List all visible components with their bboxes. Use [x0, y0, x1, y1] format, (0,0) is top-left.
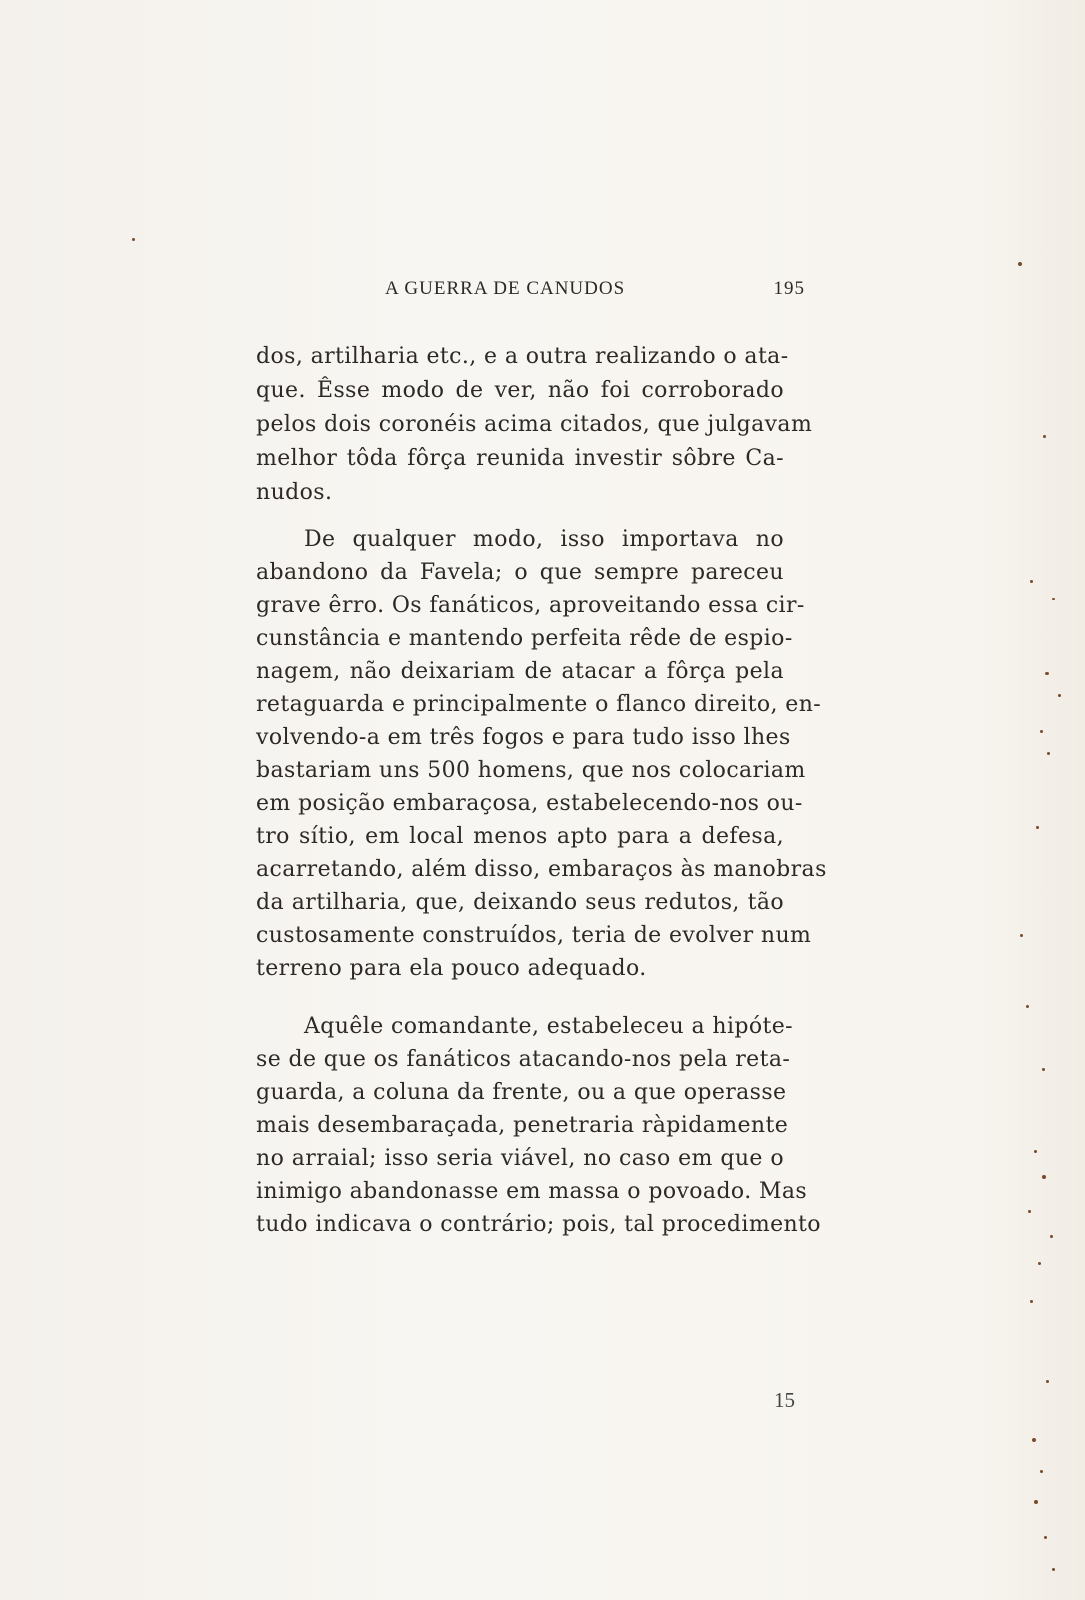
text-line: em posição embaraçosa, estabelecendo-nos ou-: [256, 791, 803, 816]
text-line: cunstância e mantendo perfeita rêde de espio-: [256, 626, 793, 651]
text-line: tudo indicava o contrário; pois, tal procedimento: [256, 1212, 821, 1237]
page-number: 195: [773, 278, 805, 299]
text-line: guarda, a coluna da frente, ou a que operasse: [256, 1080, 787, 1105]
text-line: grave êrro. Os fanáticos, aproveitando essa cir-: [256, 593, 805, 618]
text-line: Aquêle comandante, estabeleceu a hipóte-: [304, 1014, 793, 1039]
signature-mark: 15: [774, 1388, 795, 1412]
running-header: [385, 278, 805, 308]
text-line: De qualquer modo, isso importava no: [304, 527, 784, 552]
text-line: abandono da Favela; o que sempre pareceu: [256, 560, 784, 585]
text-line: volvendo-a em três fogos e para tudo isso lhes: [256, 725, 791, 750]
text-line: mais desembaraçada, penetraria ràpidamente: [256, 1113, 789, 1138]
text-line: da artilharia, que, deixando seus redutos, tão: [256, 890, 784, 915]
text-line: no arraial; isso seria viável, no caso em que o: [256, 1146, 784, 1171]
text-line: custosamente construídos, teria de evolver num: [256, 923, 812, 948]
text-line: nagem, não deixariam de atacar a fôrça pela: [256, 659, 784, 684]
text-line: inimigo abandonasse em massa o povoado. Mas: [256, 1179, 808, 1204]
text-line: melhor tôda fôrça reunida investir sôbre Ca-: [256, 446, 784, 471]
text-line: pelos dois coronéis acima citados, que julgavam: [256, 412, 813, 437]
text-line: que. Êsse modo de ver, não foi corroborado: [256, 378, 784, 403]
text-line: se de que os fanáticos atacando-nos pela reta-: [256, 1047, 791, 1072]
text-line: acarretando, além disso, embaraços às manobras: [256, 857, 827, 882]
text-line: retaguarda e principalmente o flanco direito, en-: [256, 692, 822, 717]
text-line: bastariam uns 500 homens, que nos colocariam: [256, 758, 806, 783]
header-title: A GUERRA DE CANUDOS: [385, 278, 626, 299]
text-line: nudos.: [256, 480, 333, 505]
text-line: tro sítio, em local menos apto para a defesa,: [256, 824, 784, 849]
text-line: dos, artilharia etc., e a outra realizando o ata-: [256, 344, 789, 369]
text-line: terreno para ela pouco adequado.: [256, 956, 647, 981]
